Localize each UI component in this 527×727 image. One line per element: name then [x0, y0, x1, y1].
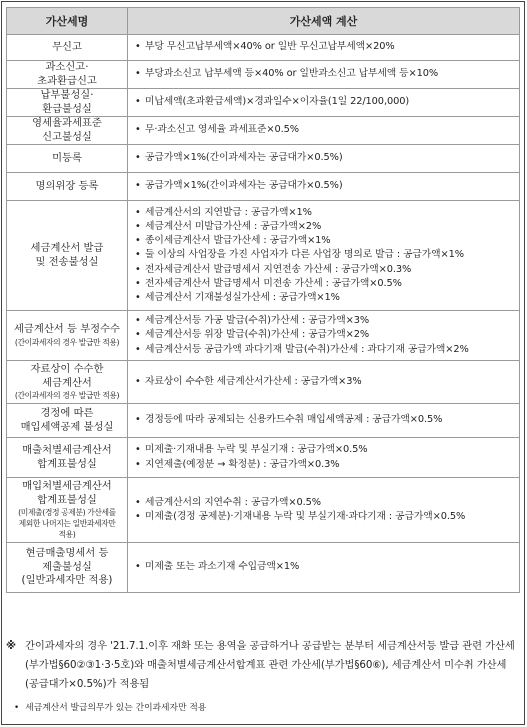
- calculation-item: • 미납세액(초과환급세액)×경과일수×이자율(1일 22/100,000): [134, 95, 519, 109]
- penalty-name-line: (일반과세자만 적용): [21, 574, 113, 587]
- calculation-item: • 지연제출(예정분 → 확정분) : 공급가액×0.3%: [134, 458, 519, 472]
- calculation-list: [134, 67, 519, 81]
- penalty-name-line: 매입세액공제 불성실: [20, 420, 114, 433]
- calculation-item: • 미제출(경정 공제분)·기재내용 누락 및 부실기재·과다기재 : 공급가액×0.5%: [134, 510, 519, 524]
- calculation-item: • 세금계산서 기재불성실가산세 : 공급가액×1%: [134, 291, 519, 305]
- penalty-name-cell: [7, 61, 128, 89]
- calculation-list: [134, 375, 519, 389]
- penalty-name-cell: [7, 404, 128, 438]
- table-row: [7, 478, 520, 543]
- calculation-item: • 부당 무신고납부세액×40% or 일반 무신고납부세액×20%: [134, 40, 519, 54]
- table-row: [7, 61, 520, 89]
- footnote: [6, 637, 520, 694]
- sub-note-bullet: •: [14, 703, 20, 713]
- calculation-item: • 경정등에 따라 공제되는 신용카드수취 매입세액공제 : 공급가액×0.5%: [134, 413, 519, 427]
- penalty-calculation-cell: [128, 89, 520, 117]
- calculation-item: • 세금계산서의 지연발급 : 공급가액×1%: [134, 206, 519, 220]
- penalty-calculation-cell: [128, 117, 520, 145]
- calculation-list: [134, 40, 519, 54]
- footnote-mark: ※: [6, 640, 17, 652]
- penalty-name-line: 미등록: [52, 151, 82, 164]
- table-body: [7, 35, 520, 593]
- table-row: [7, 173, 520, 201]
- calculation-item: • 종이세금계산서 발급가산세 : 공급가액×1%: [134, 234, 519, 248]
- penalty-name-note: 제외한 나머지는 일반과세자만: [18, 519, 116, 528]
- penalty-name-cell: [7, 117, 128, 145]
- penalty-name-cell: [7, 438, 128, 478]
- penalty-calculation-cell: [128, 311, 520, 361]
- penalty-name-line: 환급불성실: [42, 102, 92, 115]
- penalty-name-cell: [7, 478, 128, 543]
- header-penalty-name: 가산세명: [7, 8, 128, 35]
- calculation-list: [134, 314, 519, 357]
- penalty-name-cell: [7, 35, 128, 61]
- penalty-table: [6, 7, 520, 593]
- penalty-name-line: 매입처별세금계산서: [22, 480, 112, 492]
- table-row: [7, 438, 520, 478]
- calculation-item: • 자료상이 수수한 세금계산서가산세 : 공급가액×3%: [134, 375, 519, 389]
- penalty-name-cell: [7, 361, 128, 404]
- penalty-name-cell: [7, 89, 128, 117]
- penalty-calculation-cell: [128, 543, 520, 593]
- calculation-list: [134, 560, 519, 574]
- penalty-calculation-cell: [128, 404, 520, 438]
- table-row: [7, 311, 520, 361]
- penalty-name-line: 명의위장 등록: [35, 179, 99, 192]
- penalty-name-note: (미제출(경정 공제분) 가산세를: [18, 508, 116, 517]
- penalty-name-line: 세금계산서 등 부정수수: [13, 323, 120, 336]
- penalty-name-line: 및 전송불성실: [35, 255, 99, 268]
- penalty-calculation-cell: [128, 438, 520, 478]
- calculation-item: • 세금계산서등 가공 발급(수취)가산세 : 공급가액×3%: [134, 314, 519, 328]
- table-row: [7, 35, 520, 61]
- penalty-name-line: 합계표불성실: [37, 457, 97, 470]
- penalty-name-line: 영세율과세표준: [32, 117, 102, 129]
- penalty-name-line: 세금계산서: [42, 376, 92, 389]
- calculation-item: • 세금계산서의 지연수취 : 공급가액×0.5%: [134, 496, 519, 510]
- penalty-calculation-cell: [128, 361, 520, 404]
- calculation-item: • 공급가액×1%(간이과세자는 공급대가×0.5%): [134, 179, 519, 193]
- table-row: [7, 543, 520, 593]
- calculation-list: [134, 443, 519, 471]
- calculation-item: • 세금계산서 미발급가산세 : 공급가액×2%: [134, 220, 519, 234]
- header-penalty-calculation: 가산세액 계산: [128, 8, 520, 35]
- calculation-list: [134, 496, 519, 524]
- calculation-list: [134, 179, 519, 193]
- penalty-name-note: (간이과세자의 경우 발급만 적용): [14, 337, 120, 347]
- penalty-name-line: 합계표불성실: [37, 493, 97, 506]
- penalty-name-cell: [7, 145, 128, 173]
- sub-note: [14, 700, 206, 713]
- penalty-name-line: 자료상이 수수한: [30, 363, 104, 375]
- calculation-item: • 미제출 또는 과소기재 수입금액×1%: [134, 560, 519, 574]
- calculation-item: • 둘 이상의 사업장을 가진 사업자가 다른 사업장 명의로 발급 : 공급가액×1%: [134, 248, 519, 262]
- calculation-item: • 전자세금계산서 발급명세서 지연전송 가산세 : 공급가액×0.3%: [134, 263, 519, 277]
- calculation-item: • 미제출·기재내용 누락 및 부실기재 : 공급가액×0.5%: [134, 443, 519, 457]
- sub-note-text: 세금계산서 발급의무가 있는 간이과세자만 적용: [25, 703, 207, 713]
- calculation-list: [134, 123, 519, 137]
- penalty-name-line: 과소신고·: [45, 61, 89, 73]
- calculation-list: [134, 95, 519, 109]
- penalty-calculation-cell: [128, 478, 520, 543]
- table-row: [7, 361, 520, 404]
- table-row: [7, 404, 520, 438]
- penalty-name-note: (간이과세자의 경우 발급만 적용): [14, 391, 120, 400]
- penalty-name-line: 제출불성실: [42, 560, 92, 573]
- calculation-list: [134, 206, 519, 305]
- penalty-calculation-cell: [128, 173, 520, 201]
- penalty-name-cell: [7, 201, 128, 311]
- penalty-name-note: 적용): [58, 530, 76, 539]
- penalty-name-cell: [7, 173, 128, 201]
- penalty-name-line: 경정에 따른: [40, 407, 94, 419]
- table-row: [7, 117, 520, 145]
- penalty-name-line: 신고불성실: [42, 130, 92, 143]
- penalty-name-line: 납부불성실·: [40, 89, 94, 101]
- footnote-text: 간이과세자의 경우 '21.7.1.이후 재화 또는 용역을 공급하거나 공급받는 분부터 세금계산서등 발급 관련 가산세(부가법§60②③1·3·5호)와 매출처별세금계산서합계표 관련 가산세(부가법§60⑥), 세금계산서 미수취 가산세(공급대가×0.5%)가 적용됨: [25, 640, 515, 690]
- penalty-name-cell: [7, 311, 128, 361]
- penalty-name-line: 무신고: [52, 40, 82, 53]
- penalty-name-cell: [7, 543, 128, 593]
- penalty-name-line: 현금매출명세서 등: [25, 547, 109, 560]
- calculation-list: [134, 413, 519, 427]
- calculation-item: • 부당과소신고 납부세액 등×40% or 일반과소신고 납부세액 등×10%: [134, 67, 519, 81]
- penalty-calculation-cell: [128, 35, 520, 61]
- penalty-calculation-cell: [128, 145, 520, 173]
- calculation-list: [134, 151, 519, 165]
- calculation-item: • 세금계산서등 위장 발급(수취)가산세 : 공급가액×2%: [134, 328, 519, 342]
- header-row: [7, 8, 520, 35]
- table-row: [7, 145, 520, 173]
- calculation-item: • 공급가액×1%(간이과세자는 공급대가×0.5%): [134, 151, 519, 165]
- penalty-calculation-cell: [128, 201, 520, 311]
- calculation-item: • 전자세금계산서 발급명세서 미전송 가산세 : 공급가액×0.5%: [134, 277, 519, 291]
- table-row: [7, 89, 520, 117]
- table-row: [7, 201, 520, 311]
- penalty-calculation-cell: [128, 61, 520, 89]
- calculation-item: • 세금계산서등 공급가액 과다기재 발급(수취)가산세 : 과다기재 공급가액×2%: [134, 343, 519, 357]
- penalty-name-line: 세금계산서 발급: [30, 242, 104, 254]
- penalty-name-line: 매출처별세금계산서: [22, 444, 112, 456]
- calculation-item: • 무·과소신고 영세율 과세표준×0.5%: [134, 123, 519, 137]
- penalty-name-line: 초과환급신고: [37, 74, 97, 87]
